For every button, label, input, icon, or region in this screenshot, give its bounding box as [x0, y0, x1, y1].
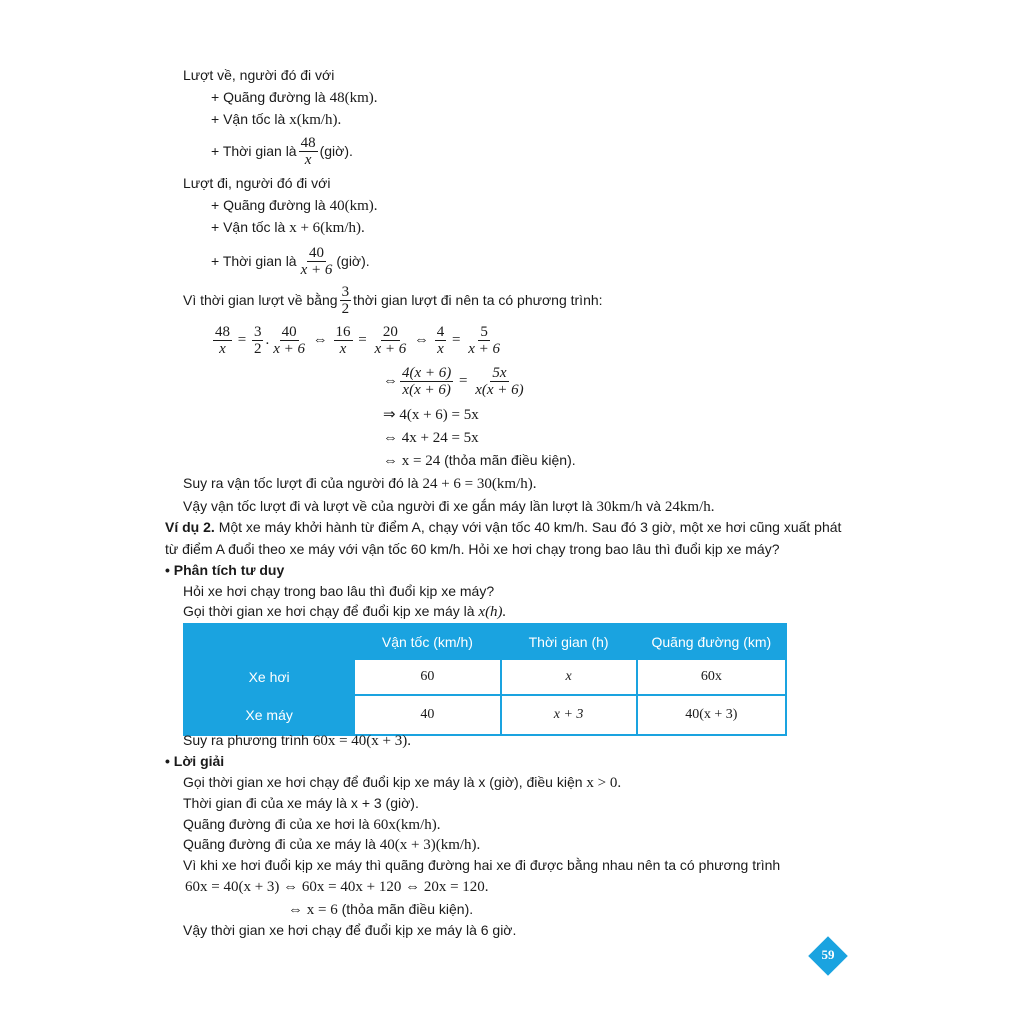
- eq-frac-20-x6: [372, 324, 408, 357]
- return-distance-label: + Quãng đường là: [211, 89, 326, 105]
- return-time-line: [211, 133, 353, 169]
- solution-result: ⇔ x = 6: [288, 902, 338, 918]
- solution-heading: • Lời giải: [165, 753, 225, 769]
- table-header-cell: [184, 624, 354, 659]
- conclusion-line-1: [183, 474, 536, 493]
- equation-intro-before: Vì thời gian lượt về bằng: [183, 292, 338, 308]
- three-halves-fraction: [340, 284, 352, 317]
- equals-sign: =: [234, 332, 250, 348]
- analysis-text: Gọi thời gian xe hơi chạy để đuổi kịp xe máy là: [183, 603, 475, 619]
- fraction-denominator: 2: [341, 300, 350, 317]
- return-distance-value: 48(km).: [329, 90, 378, 106]
- analysis-heading: • Phân tích tư duy: [165, 562, 285, 578]
- conjunction: và: [646, 498, 662, 514]
- conclusion-text: Vậy vận tốc lượt đi và lượt về của người đi xe gắn máy lần lượt là: [183, 498, 593, 514]
- eq2-left-fraction: [400, 365, 453, 398]
- return-time-label: + Thời gian là: [211, 143, 297, 159]
- example-2-line-1: [165, 518, 841, 536]
- fraction-numerator: 40: [281, 323, 297, 340]
- eq-frac-3-2: [252, 324, 264, 357]
- table-cell: x + 3: [501, 695, 637, 735]
- outgoing-speed-label: + Vận tốc là: [211, 219, 286, 235]
- eq-frac-40-x6: [271, 324, 307, 357]
- table-header-cell: Thời gian (h): [501, 624, 637, 659]
- table-cell: x: [501, 659, 637, 695]
- table-cell: 60x: [637, 659, 786, 695]
- after-table-text: Suy ra phương trình: [183, 732, 309, 748]
- after-table-math: 60x = 40(x + 3).: [312, 733, 412, 749]
- equation-result: ⇔ x = 24: [383, 453, 441, 469]
- fraction-numerator: 4: [436, 323, 445, 340]
- table-row-label: Xe hơi: [184, 659, 354, 695]
- table-row-label: Xe máy: [184, 695, 354, 735]
- return-distance-line: [211, 88, 378, 107]
- equivalent-arrow: ⇔: [410, 332, 433, 348]
- outgoing-speed-value: x + 6(km/h).: [289, 220, 365, 236]
- solution-math: 40(x + 3)(km/h).: [379, 837, 481, 853]
- equation-intro-after: thời gian lượt đi nên ta có phương trình:: [353, 292, 603, 308]
- equivalent-arrow: ⇔: [383, 373, 398, 389]
- return-time-unit: (giờ).: [319, 143, 353, 159]
- table-row: [184, 695, 786, 735]
- eq-frac-4-x: [435, 324, 447, 357]
- analysis-line-2: [183, 602, 506, 621]
- solution-line-1: [183, 773, 621, 792]
- fraction-denominator: x(x + 6): [475, 381, 524, 398]
- solution-line-4: [183, 835, 480, 854]
- speed-value-1: 30km/h: [596, 499, 643, 515]
- equals-sign: =: [354, 332, 371, 348]
- eq-frac-5-x6: [466, 324, 502, 357]
- fraction-denominator: x: [437, 340, 444, 357]
- after-table-line: [183, 731, 411, 750]
- fraction-numerator: 20: [382, 323, 398, 340]
- return-speed-line: [211, 110, 341, 129]
- solution-note: (thỏa mãn điều kiện).: [341, 901, 474, 917]
- fraction-numerator: 4(x + 6): [402, 364, 452, 381]
- outgoing-distance-line: [211, 196, 378, 215]
- outgoing-time-unit: (giờ).: [336, 253, 370, 269]
- fraction-numerator: 48: [215, 323, 230, 340]
- fraction-numerator: 3: [253, 323, 262, 340]
- conclusion-math: 24 + 6 = 30(km/h).: [422, 476, 537, 492]
- solution-line-8: Vậy thời gian xe hơi chạy để đuổi kịp xe máy là 6 giờ.: [183, 922, 517, 938]
- outgoing-trip-heading: Lượt đi, người đó đi với: [183, 175, 331, 191]
- analysis-line-1: Hỏi xe hơi chạy trong bao lâu thì đuổi kịp xe máy?: [183, 583, 495, 599]
- solution-math: x > 0.: [586, 775, 622, 791]
- return-speed-label: + Vận tốc là: [211, 111, 286, 127]
- fraction-numerator: 5x: [492, 364, 507, 381]
- page-number: 59: [821, 947, 835, 962]
- fraction-numerator: 5: [480, 323, 488, 340]
- solution-text: Gọi thời gian xe hơi chạy để đuổi kịp xe máy là x (giờ), điều kiện: [183, 774, 583, 790]
- eq2-right-fraction: [473, 365, 525, 398]
- outgoing-distance-value: 40(km).: [329, 198, 378, 214]
- table-cell: 40: [354, 695, 500, 735]
- conclusion-text: Suy ra vận tốc lượt đi của người đó là: [183, 475, 419, 491]
- return-trip-heading: Lượt về, người đó đi với: [183, 67, 335, 83]
- solution-math: 60x(km/h).: [373, 817, 441, 833]
- speed-value-2: 24km/h.: [664, 499, 715, 515]
- fraction-numerator: 3: [341, 283, 350, 300]
- data-table: [183, 623, 787, 736]
- equation-line-5: [383, 451, 576, 470]
- fraction-denominator: x(x + 6): [402, 381, 451, 398]
- example-text: Một xe máy khởi hành từ điểm A, chạy với vận tốc 40 km/h. Sau đó 3 giờ, một xe hơi cũng xuất phát: [218, 519, 842, 535]
- return-speed-value: x(km/h).: [289, 112, 342, 128]
- equation-line-2: [383, 362, 528, 400]
- fraction-denominator: x: [304, 151, 312, 168]
- solution-line-2: Thời gian đi của xe máy là x + 3 (giờ).: [183, 795, 419, 811]
- solution-line-3: [183, 815, 440, 834]
- page-number-badge: [808, 936, 848, 976]
- table-header-row: [184, 624, 786, 659]
- eq-frac-16-x: [334, 324, 353, 357]
- dot-operator: .: [265, 332, 270, 348]
- outgoing-distance-label: + Quãng đường là: [211, 197, 326, 213]
- eq-frac-48-x: [213, 324, 232, 357]
- example-label: Ví dụ 2.: [165, 519, 215, 535]
- analysis-math: x(h).: [478, 604, 507, 620]
- outgoing-speed-line: [211, 218, 365, 237]
- equation-note: (thỏa mãn điều kiện).: [444, 452, 576, 468]
- table-row: [184, 659, 786, 695]
- equals-sign: =: [448, 332, 465, 348]
- outgoing-time-label: + Thời gian là: [211, 253, 297, 269]
- fraction-numerator: 40: [308, 244, 324, 261]
- solution-text: Quãng đường đi của xe máy là: [183, 836, 376, 852]
- equals-sign: =: [455, 373, 472, 389]
- fraction-denominator: x + 6: [300, 261, 333, 278]
- table-header-cell: Vận tốc (km/h): [354, 624, 500, 659]
- solution-line-7: [288, 900, 473, 919]
- equation-line-4: ⇔ 4x + 24 = 5x: [383, 430, 479, 446]
- solution-line-6: 60x = 40(x + 3) ⇔ 60x = 40x + 120 ⇔ 20x = 120.: [185, 879, 489, 895]
- table-cell: 60: [354, 659, 500, 695]
- fraction-denominator: x + 6: [273, 340, 305, 357]
- fraction-denominator: x + 6: [468, 340, 500, 357]
- fraction-denominator: 2: [253, 340, 262, 357]
- equation-line-3: ⇒ 4(x + 6) = 5x: [383, 407, 479, 423]
- solution-line-5: Vì khi xe hơi đuổi kịp xe máy thì quãng đường hai xe đi được bằng nhau nên ta có phương trình: [183, 857, 781, 873]
- fraction-numerator: 16: [335, 323, 351, 340]
- equation-intro: [183, 282, 603, 318]
- example-2-line-2: từ điểm A đuổi theo xe máy với vận tốc 60 km/h. Hỏi xe hơi chạy trong bao lâu thì đuổi kịp xe máy?: [165, 541, 780, 557]
- outgoing-time-line: [211, 243, 370, 279]
- solution-text: Quãng đường đi của xe hơi là: [183, 816, 370, 832]
- fraction-denominator: x: [219, 340, 226, 357]
- conclusion-line-2: [183, 497, 715, 516]
- return-time-fraction: [299, 135, 318, 168]
- table-header-cell: Quãng đường (km): [637, 624, 786, 659]
- fraction-denominator: x + 6: [374, 340, 407, 357]
- table-cell: 40(x + 3): [637, 695, 786, 735]
- fraction-numerator: 48: [300, 134, 316, 151]
- fraction-denominator: x: [339, 340, 347, 357]
- outgoing-time-fraction: [299, 245, 335, 278]
- equivalent-arrow: ⇔: [309, 332, 332, 348]
- equation-line-1: [211, 322, 504, 358]
